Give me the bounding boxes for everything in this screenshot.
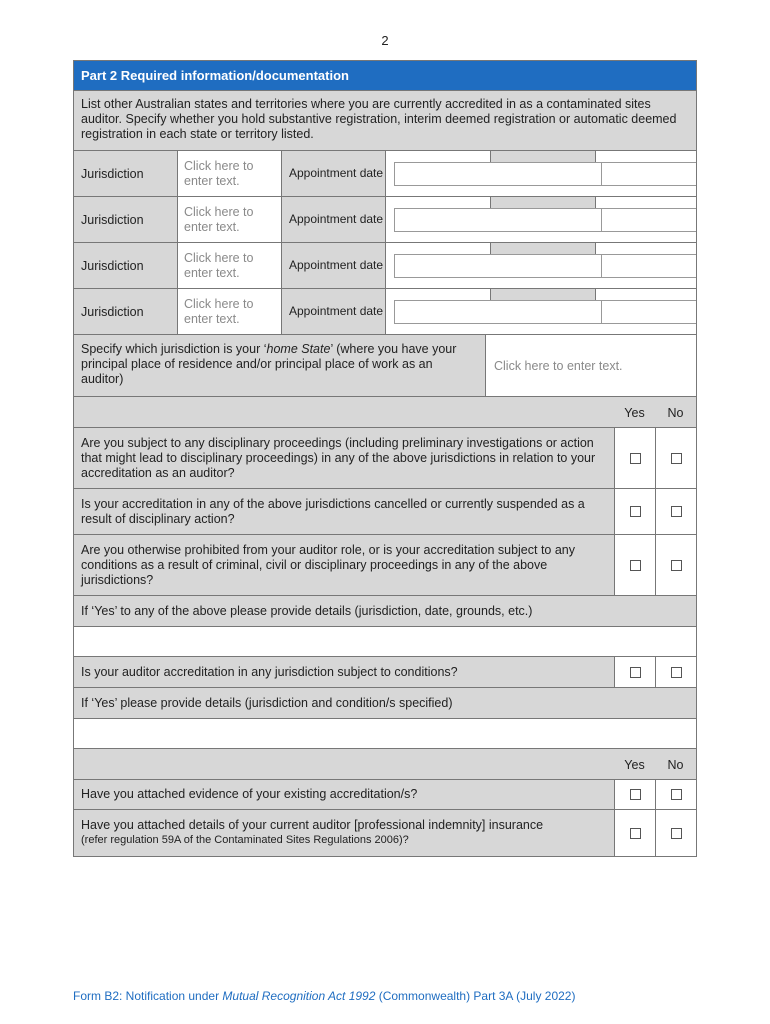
yes-checkbox[interactable] xyxy=(630,453,641,464)
question-row xyxy=(74,428,696,489)
page-number: 2 xyxy=(381,33,389,48)
section-title: Required information/documentation xyxy=(120,68,349,83)
details-prompt: If ‘Yes’ to any of the above please provide details (jurisdiction, date, grounds, etc.) xyxy=(74,596,696,627)
appointment-date-input[interactable] xyxy=(394,300,604,324)
yes-column-label: Yes xyxy=(624,758,645,772)
yes-column-label: Yes xyxy=(624,406,645,420)
no-cell xyxy=(655,489,696,534)
question-row xyxy=(74,810,696,856)
yes-checkbox[interactable] xyxy=(630,667,641,678)
question-row xyxy=(74,657,696,688)
question-text xyxy=(74,810,614,856)
home-state-q-part: ’ (where you have your principal place of residence and/or principal place of work as an auditor) xyxy=(81,342,457,386)
no-checkbox[interactable] xyxy=(671,560,682,571)
yes-cell xyxy=(614,780,655,809)
question-text: Is your auditor accreditation in any jurisdiction subject to conditions? xyxy=(74,657,614,687)
details-input[interactable] xyxy=(74,719,696,749)
appointment-date-label: Appointment date xyxy=(282,243,386,288)
no-cell xyxy=(655,428,696,488)
question-row xyxy=(74,489,696,535)
jurisdiction-input[interactable]: Click here to enter text. xyxy=(178,197,282,242)
yes-no-header xyxy=(74,397,696,428)
details-prompt: If ‘Yes’ please provide details (jurisdiction and condition/s specified) xyxy=(74,688,696,719)
jurisdiction-row xyxy=(74,151,696,197)
no-checkbox[interactable] xyxy=(671,667,682,678)
question-text: Is your accreditation in any of the above jurisdictions cancelled or currently suspended as a result of disciplinary action? xyxy=(74,489,614,534)
appointment-date-area xyxy=(386,197,696,242)
appointment-date-input-2[interactable] xyxy=(601,162,696,186)
page-footer xyxy=(73,989,575,1003)
jurisdiction-row xyxy=(74,197,696,243)
yes-checkbox[interactable] xyxy=(630,560,641,571)
appointment-date-label: Appointment date xyxy=(282,151,386,196)
form-table xyxy=(73,60,697,857)
jurisdiction-row xyxy=(74,289,696,335)
home-state-q-italic: home State xyxy=(266,342,331,356)
jurisdiction-label: Jurisdiction xyxy=(74,197,178,242)
jurisdiction-input[interactable]: Click here to enter text. xyxy=(178,243,282,288)
appointment-date-label: Appointment date xyxy=(282,289,386,334)
home-state-row xyxy=(74,335,696,397)
yes-cell xyxy=(614,428,655,488)
question-row xyxy=(74,535,696,596)
footer-act-name: Mutual Recognition Act 1992 xyxy=(222,989,376,1003)
yes-checkbox[interactable] xyxy=(630,789,641,800)
appointment-date-input[interactable] xyxy=(394,208,604,232)
section-header xyxy=(74,61,696,91)
intro-text: List other Australian states and territories where you are currently accredited in as a contaminated sites auditor. Specify whether you hold substantive registration, interim deemed registration or automatic deemed registration in each state or territory listed. xyxy=(74,91,696,151)
yes-checkbox[interactable] xyxy=(630,828,641,839)
insurance-question: Have you attached details of your current auditor [professional indemnity] insurance xyxy=(81,818,544,832)
no-cell xyxy=(655,657,696,687)
appointment-date-input-2[interactable] xyxy=(601,208,696,232)
appointment-date-area xyxy=(386,289,696,334)
footer-text: (Commonwealth) Part 3A (July 2022) xyxy=(375,989,576,1003)
no-checkbox[interactable] xyxy=(671,506,682,517)
yes-cell xyxy=(614,489,655,534)
appointment-date-area xyxy=(386,151,696,196)
jurisdiction-input[interactable]: Click here to enter text. xyxy=(178,289,282,334)
home-state-question xyxy=(74,335,486,396)
yes-cell xyxy=(614,810,655,856)
appointment-date-label: Appointment date xyxy=(282,197,386,242)
section-part: Part 2 xyxy=(81,68,118,83)
no-cell xyxy=(655,810,696,856)
no-column-label: No xyxy=(667,406,684,420)
yes-cell xyxy=(614,657,655,687)
footer-text: Form B2: Notification under xyxy=(73,989,223,1003)
jurisdiction-label: Jurisdiction xyxy=(74,243,178,288)
appointment-date-area xyxy=(386,243,696,288)
yes-checkbox[interactable] xyxy=(630,506,641,517)
home-state-q-part: Specify which jurisdiction is your ‘ xyxy=(81,342,267,356)
insurance-note: (refer regulation 59A of the Contaminated Sites Regulations 2006)? xyxy=(81,834,409,846)
yes-no-header xyxy=(74,749,696,780)
appointment-date-input-2[interactable] xyxy=(601,254,696,278)
appointment-date-input[interactable] xyxy=(394,162,604,186)
home-state-input[interactable]: Click here to enter text. xyxy=(494,358,623,373)
no-cell xyxy=(655,780,696,809)
question-row xyxy=(74,780,696,810)
details-input[interactable] xyxy=(74,627,696,657)
question-text: Are you subject to any disciplinary proceedings (including preliminary investigations or action that might lead to disciplinary proceedings) in any of the above jurisdictions in relation to your accreditation as an auditor? xyxy=(74,428,614,488)
jurisdiction-row xyxy=(74,243,696,289)
no-checkbox[interactable] xyxy=(671,453,682,464)
yes-cell xyxy=(614,535,655,595)
no-checkbox[interactable] xyxy=(671,789,682,800)
question-text: Have you attached evidence of your existing accreditation/s? xyxy=(74,780,614,809)
jurisdiction-label: Jurisdiction xyxy=(74,151,178,196)
no-checkbox[interactable] xyxy=(671,828,682,839)
appointment-date-input-2[interactable] xyxy=(601,300,696,324)
appointment-date-input[interactable] xyxy=(394,254,604,278)
no-column-label: No xyxy=(667,758,684,772)
jurisdiction-input[interactable]: Click here to enter text. xyxy=(178,151,282,196)
jurisdiction-label: Jurisdiction xyxy=(74,289,178,334)
question-text: Are you otherwise prohibited from your auditor role, or is your accreditation subject to any conditions as a result of criminal, civil or disciplinary proceedings in any of the above jurisdictions? xyxy=(74,535,614,595)
no-cell xyxy=(655,535,696,595)
